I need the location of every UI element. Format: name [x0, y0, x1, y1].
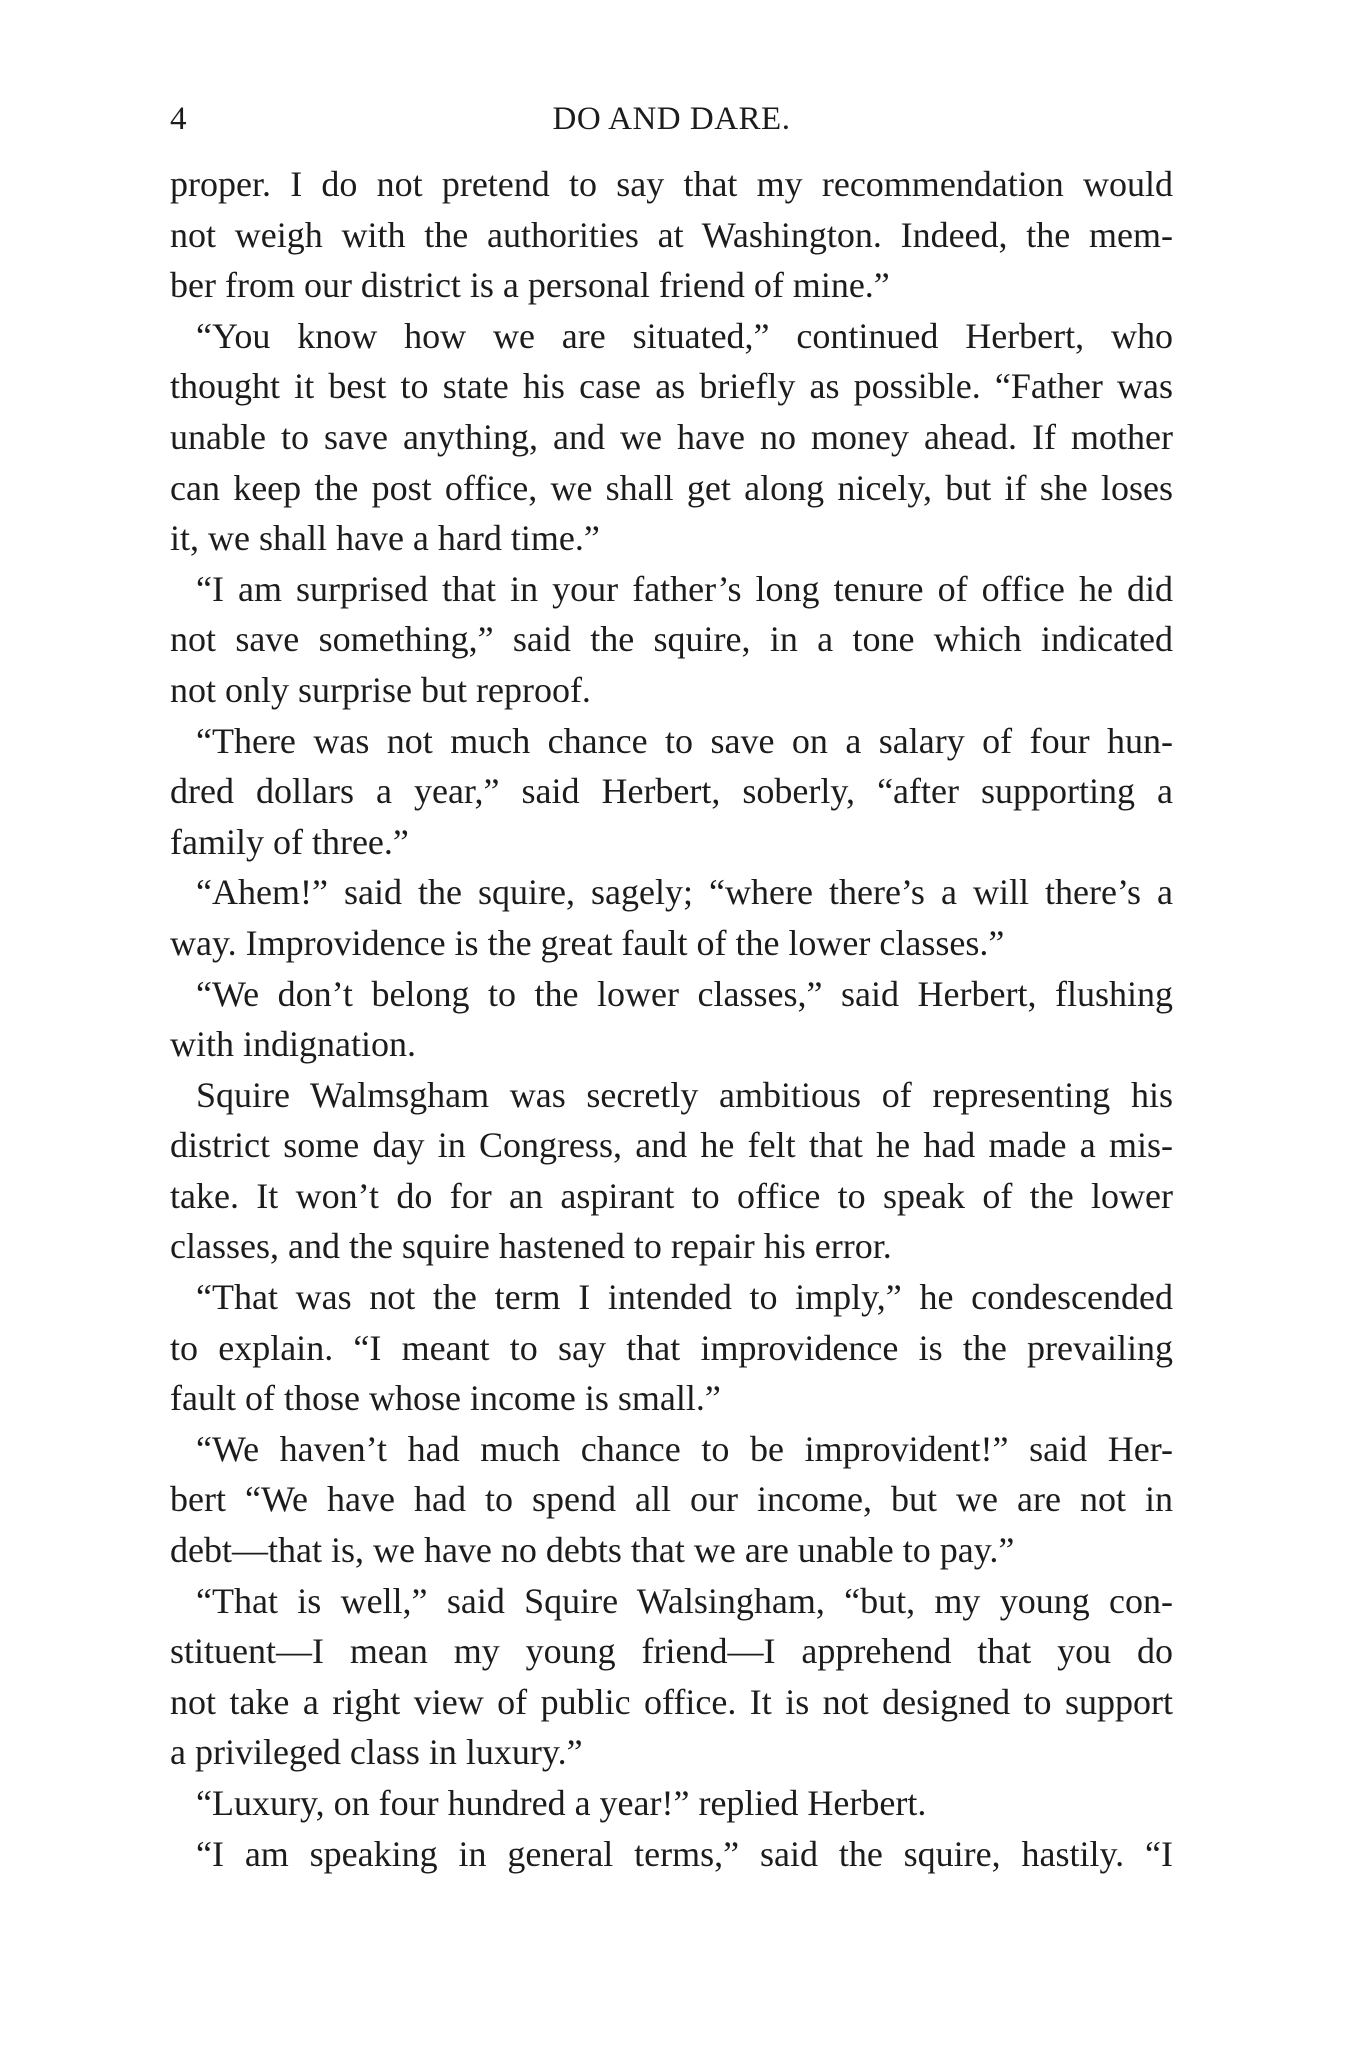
text-line: can keep the post office, we shall get along nicely, but if she loses: [170, 467, 1173, 508]
text-line: family of three.”: [170, 821, 409, 862]
text-line: stituent—I mean my young friend—I apprehend that you do: [170, 1631, 1173, 1672]
body-text: [170, 159, 1173, 1879]
text-line: “That was not the term I intended to imply,” he condescended: [196, 1277, 1173, 1318]
text-line: “Ahem!” said the squire, sagely; “where there’s a will there’s a: [196, 872, 1173, 913]
text-line: not weigh with the authorities at Washington. Indeed, the mem-: [170, 214, 1173, 255]
text-line: it, we shall have a hard time.”: [170, 518, 600, 559]
text-line: dred dollars a year,” said Herbert, soberly, “after supporting a: [170, 771, 1173, 812]
text-line: “I am surprised that in your father’s long tenure of office he did: [196, 568, 1173, 609]
running-title: DO AND DARE.: [552, 101, 791, 137]
text-line: to explain. “I meant to say that improvidence is the prevailing: [170, 1327, 1173, 1368]
text-line: “There was not much chance to save on a salary of four hun-: [196, 720, 1173, 761]
text-line: way. Improvidence is the great fault of the lower classes.”: [170, 922, 1005, 963]
text-line: “You know how we are situated,” continued Herbert, who: [196, 315, 1173, 356]
running-head: [170, 96, 1173, 142]
text-line: take. It won’t do for an aspirant to office to speak of the lower: [170, 1175, 1173, 1216]
text-line: classes, and the squire hastened to repair his error.: [170, 1226, 892, 1267]
text-line: bert “We have had to spend all our income, but we are not in: [170, 1479, 1173, 1520]
text-line: “Luxury, on four hundred a year!” replied Herbert.: [196, 1783, 927, 1823]
text-line: not save something,” said the squire, in a tone which indicated: [170, 619, 1173, 660]
text-line: not take a right view of public office. It is not designed to support: [170, 1681, 1173, 1722]
text-line: ber from our district is a personal friend of mine.”: [170, 265, 890, 306]
text-line: with indignation.: [170, 1024, 416, 1065]
text-line: district some day in Congress, and he felt that he had made a mis-: [170, 1125, 1173, 1166]
text-line: proper. I do not pretend to say that my recommendation would: [170, 164, 1173, 204]
text-line: debt—that is, we have no debts that we are unable to pay.”: [170, 1530, 1015, 1571]
page-number: 4: [170, 101, 187, 137]
text-line: fault of those whose income is small.”: [170, 1378, 721, 1419]
text-line: Squire Walmsgham was secretly ambitious of representing his: [196, 1074, 1173, 1115]
text-line: “I am speaking in general terms,” said the squire, hastily. “I: [196, 1833, 1173, 1874]
text-line: “We haven’t had much chance to be improvident!” said Her-: [196, 1428, 1173, 1469]
text-line: “That is well,” said Squire Walsingham, “but, my young con-: [196, 1580, 1173, 1621]
text-line: unable to save anything, and we have no money ahead. If mother: [170, 416, 1173, 457]
text-line: a privileged class in luxury.”: [170, 1732, 583, 1773]
text-line: “We don’t belong to the lower classes,” said Herbert, flushing: [196, 973, 1173, 1014]
text-line: thought it best to state his case as briefly as possible. “Father was: [170, 366, 1173, 407]
text-line: not only surprise but reproof.: [170, 669, 591, 710]
